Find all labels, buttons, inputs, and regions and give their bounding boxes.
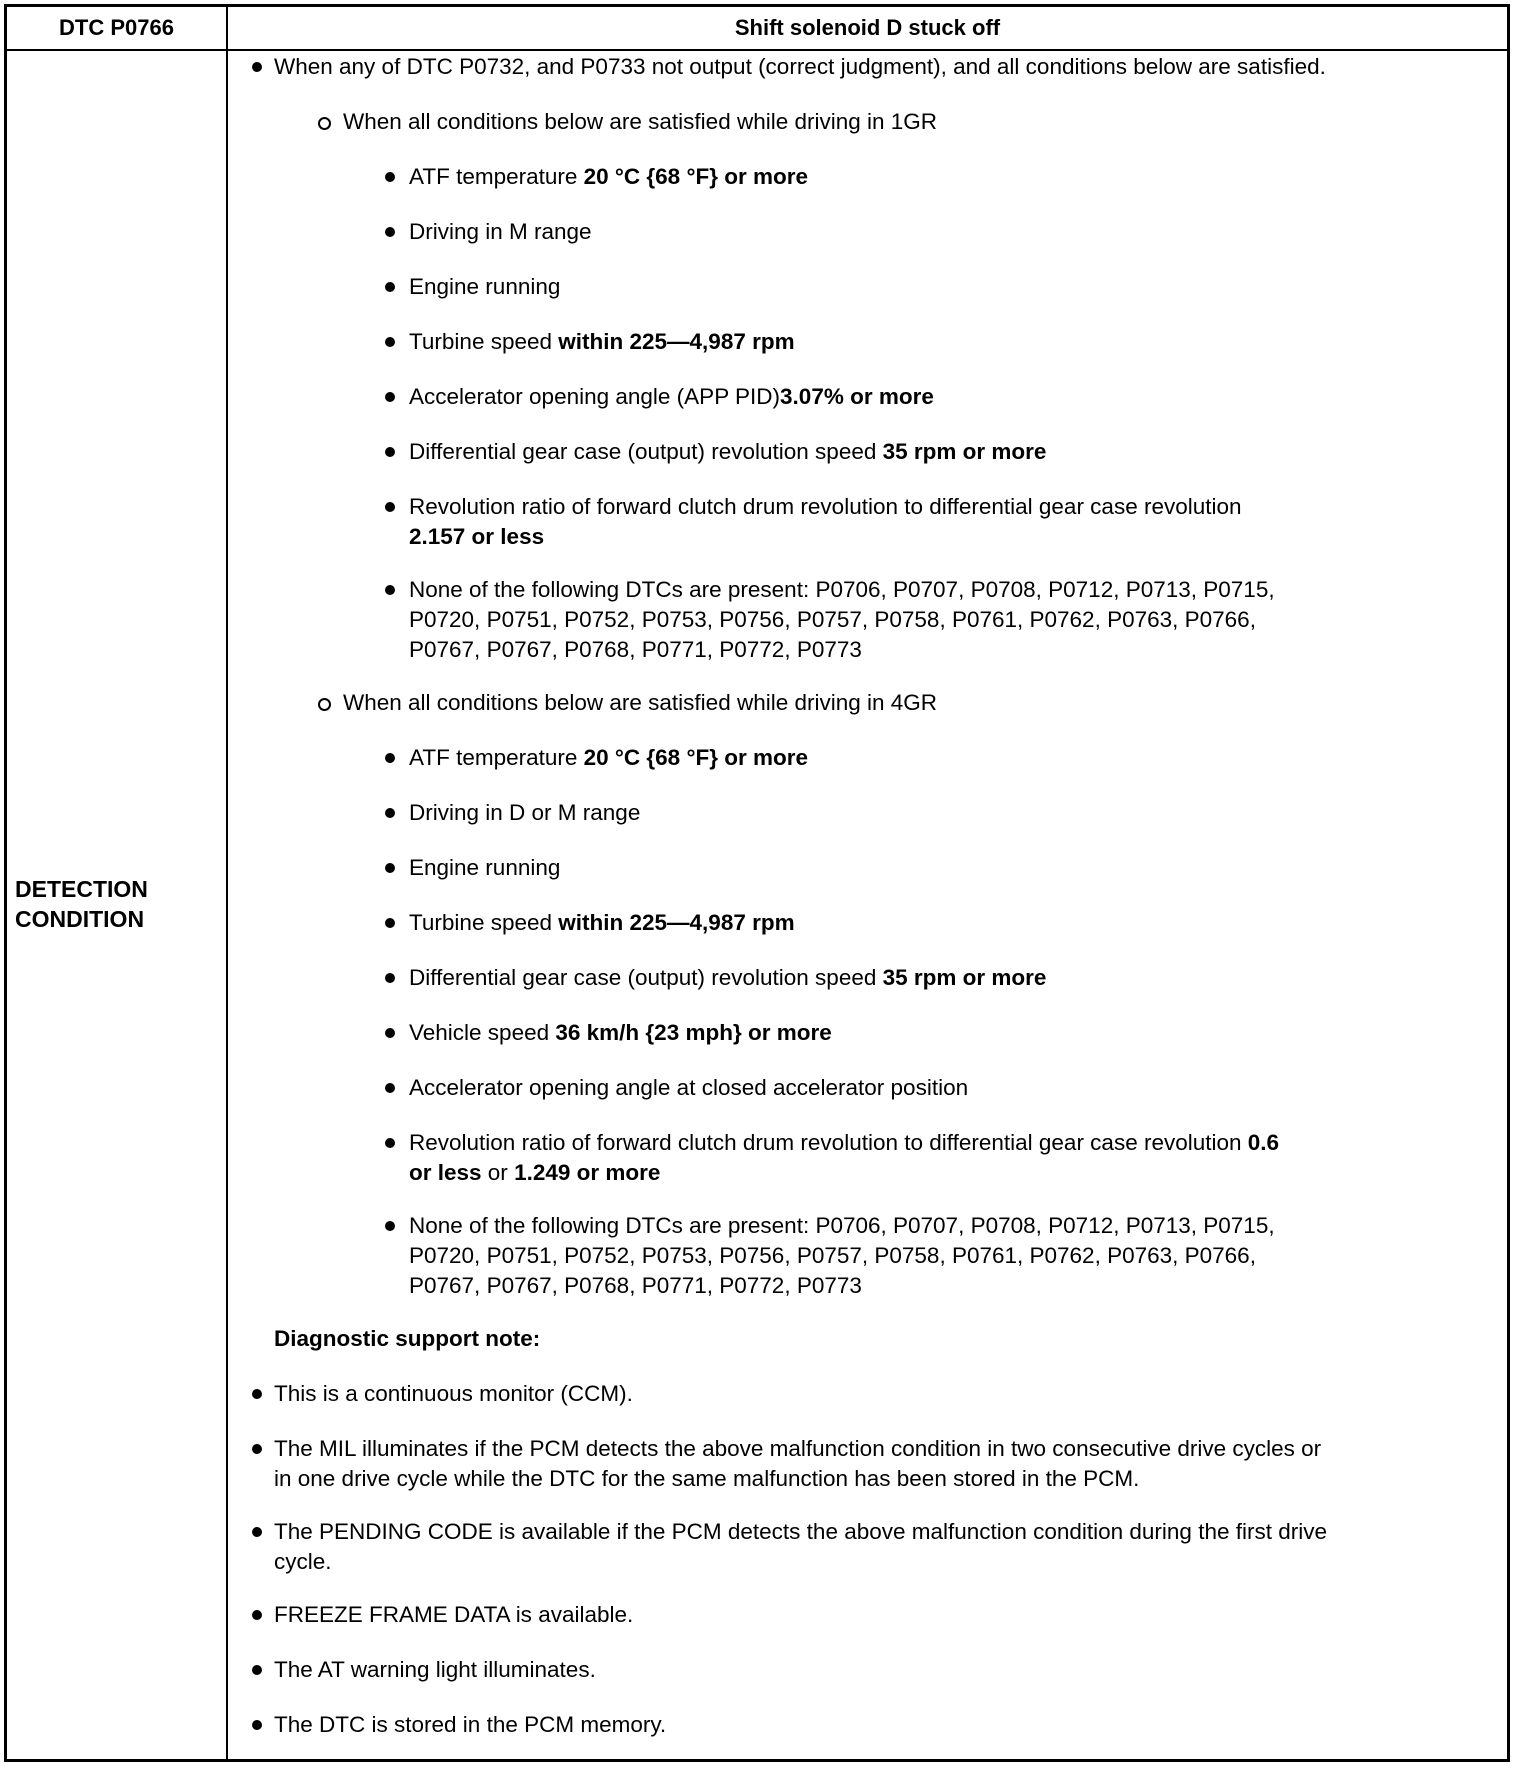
text-segment: Engine running <box>409 274 561 299</box>
table-header-row <box>7 7 1507 51</box>
bullet-icon <box>385 1221 395 1231</box>
text-segment: Turbine speed <box>409 329 559 354</box>
note-text-line: The PENDING CODE is available if the PCM detects the above malfunction condition during the first drive <box>274 1519 1327 1544</box>
ring-bullet-icon <box>318 117 331 130</box>
text-line <box>409 908 795 938</box>
ring-bullet-icon <box>318 698 331 711</box>
text-line <box>409 492 1242 522</box>
text-line <box>409 272 560 302</box>
text-segment: None of the following DTCs are present: P0706, P0707, P0708, P0712, P0713, P0715, <box>409 1213 1275 1238</box>
bullet-icon <box>385 863 395 873</box>
text-segment: Accelerator opening angle at closed accelerator position <box>409 1075 969 1100</box>
bullet-icon <box>385 585 395 595</box>
text-line <box>409 327 795 357</box>
text-line <box>409 1211 1275 1241</box>
bold-value: 35 rpm or more <box>882 965 1047 990</box>
text-line <box>409 853 560 883</box>
note-text-line: The DTC is stored in the PCM memory. <box>274 1712 667 1737</box>
text-line <box>409 522 544 552</box>
text-line <box>409 1018 832 1048</box>
text-line <box>409 162 808 192</box>
bold-value: 20 °C {68 °F} or more <box>583 745 808 770</box>
text-line <box>409 1073 968 1103</box>
text-segment: Driving in D or M range <box>409 800 641 825</box>
text-segment: P0767, P0767, P0768, P0771, P0772, P0773 <box>409 1273 862 1298</box>
row-label-detection-condition <box>15 874 148 934</box>
dtc-title-cell: Shift solenoid D stuck off <box>734 15 1001 40</box>
text-segment: Differential gear case (output) revolution speed <box>409 439 883 464</box>
text-line <box>409 1158 660 1188</box>
bullet-icon <box>385 753 395 763</box>
note-text-line: cycle. <box>274 1549 332 1574</box>
text-line <box>409 575 1275 605</box>
bullet-icon <box>385 1028 395 1038</box>
note-text-line: The MIL illuminates if the PCM detects the above malfunction condition in two consecutive drive cycles or <box>274 1436 1322 1461</box>
bold-value: 1.249 or more <box>514 1160 661 1185</box>
bold-value: or less <box>409 1160 482 1185</box>
text-line <box>409 382 934 412</box>
dtc-table <box>4 4 1510 1762</box>
bold-value: 36 km/h {23 mph} or more <box>555 1020 832 1045</box>
detection-condition-content <box>228 51 1507 1759</box>
text-segment: Differential gear case (output) revolution speed <box>409 965 883 990</box>
text-segment: Engine running <box>409 855 561 880</box>
note-text-line: FREEZE FRAME DATA is available. <box>274 1602 634 1627</box>
text-line <box>409 437 1046 467</box>
bullet-icon <box>385 808 395 818</box>
bold-value: 3.07% or more <box>780 384 934 409</box>
bullet-icon <box>252 1389 262 1399</box>
bullet-icon <box>385 172 395 182</box>
bullet-icon <box>252 1610 262 1620</box>
text-segment: P0720, P0751, P0752, P0753, P0756, P0757, P0758, P0761, P0762, P0763, P0766, <box>409 1243 1256 1268</box>
bullet-icon <box>385 918 395 928</box>
text-segment: ATF temperature <box>409 164 584 189</box>
text-line <box>409 1128 1279 1158</box>
bold-value: 2.157 or less <box>409 524 545 549</box>
text-line <box>409 743 808 773</box>
condition-group-heading: When all conditions below are satisfied while driving in 4GR <box>343 690 938 715</box>
text-line <box>409 605 1256 635</box>
bullet-icon <box>252 1444 262 1454</box>
text-segment: Revolution ratio of forward clutch drum revolution to differential gear case revolution <box>409 494 1242 519</box>
text-line <box>409 217 592 247</box>
bullet-icon <box>252 1665 262 1675</box>
note-text-line: This is a continuous monitor (CCM). <box>274 1381 633 1406</box>
bullet-icon <box>385 973 395 983</box>
text-line <box>409 963 1046 993</box>
text-segment: or <box>481 1160 515 1185</box>
text-line <box>409 798 640 828</box>
bold-value: 35 rpm or more <box>882 439 1047 464</box>
text-segment: Turbine speed <box>409 910 559 935</box>
row-label-line: CONDITION <box>15 906 145 932</box>
row-label-line: DETECTION <box>15 876 148 902</box>
text-segment: None of the following DTCs are present: P0706, P0707, P0708, P0712, P0713, P0715, <box>409 577 1275 602</box>
bullet-icon <box>252 62 262 72</box>
text-segment: Accelerator opening angle (APP PID) <box>409 384 781 409</box>
bullet-icon <box>385 227 395 237</box>
dtc-code-cell: DTC P0766 <box>59 15 174 40</box>
text-line <box>409 1241 1256 1271</box>
note-text-line: in one drive cycle while the DTC for the same malfunction has been stored in the PCM. <box>274 1466 1140 1491</box>
text-line <box>409 1271 862 1301</box>
bold-value: 20 °C {68 °F} or more <box>583 164 808 189</box>
text-segment: Vehicle speed <box>409 1020 556 1045</box>
intro-text: When any of DTC P0732, and P0733 not output (correct judgment), and all conditions below are satisfied. <box>274 54 1326 79</box>
note-text-line: The AT warning light illuminates. <box>274 1657 596 1682</box>
text-segment: Driving in M range <box>409 219 592 244</box>
bullet-icon <box>385 1083 395 1093</box>
bullet-icon <box>385 502 395 512</box>
bullet-icon <box>385 1138 395 1148</box>
bullet-icon <box>385 337 395 347</box>
bullet-icon <box>385 282 395 292</box>
bold-value: 0.6 <box>1247 1130 1280 1155</box>
bullet-icon <box>252 1720 262 1730</box>
text-segment: ATF temperature <box>409 745 584 770</box>
text-line <box>409 635 862 665</box>
text-segment: Revolution ratio of forward clutch drum revolution to differential gear case revolution <box>409 1130 1248 1155</box>
support-note-heading: Diagnostic support note: <box>274 1326 541 1351</box>
bullet-icon <box>385 447 395 457</box>
bullet-icon <box>385 392 395 402</box>
text-segment: P0720, P0751, P0752, P0753, P0756, P0757, P0758, P0761, P0762, P0763, P0766, <box>409 607 1256 632</box>
text-segment: P0767, P0767, P0768, P0771, P0772, P0773 <box>409 637 862 662</box>
condition-group-heading: When all conditions below are satisfied while driving in 1GR <box>343 109 938 134</box>
bold-value: within 225—4,987 rpm <box>558 329 795 354</box>
bold-value: within 225—4,987 rpm <box>558 910 795 935</box>
bullet-icon <box>252 1527 262 1537</box>
